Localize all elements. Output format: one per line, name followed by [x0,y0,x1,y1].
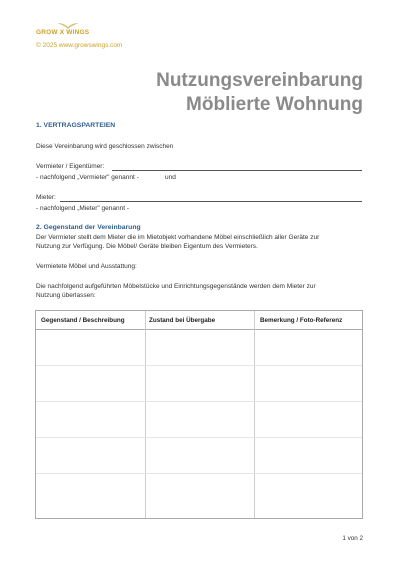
and-text: und [165,174,176,181]
table-header-condition: Zustand bei Übergabe [149,316,216,324]
section2-heading: 2. Gegenstand der Vereinbarung [36,224,141,231]
landlord-note: - nachfolgend „Vermieter" genannt - [36,174,139,181]
section1-heading: 1. VERTRAGSPARTEIEN [36,122,116,129]
table-row[interactable] [36,437,362,438]
brand-logo-text: GROW X WINGS [36,29,90,36]
section2-paragraph-line1: Der Vermieter stellt dem Mieter die im Mietobjekt vorhandene Möbel einschließlich aller Geräte zur [36,234,320,241]
page-number: 1 von 2 [342,535,363,542]
furniture-label: Vermietete Möbel und Ausstattung: [36,263,137,270]
table-header-item: Gegenstand / Beschreibung [41,316,125,324]
tenant-label: Mieter: [36,194,56,201]
section2-paragraph-line2: Nutzung zur Verfügung. Die Möbel/ Geräte bleiben Eigentum des Vermieters. [36,243,258,250]
tenant-note: - nachfolgend „Mieter" genannt - [36,205,129,212]
landlord-fill-line[interactable] [112,170,362,171]
landlord-label: Vermieter / Eigentümer: [36,163,105,170]
table-row[interactable] [36,473,362,474]
document-title-line1: Nutzungsvereinbarung [156,70,363,91]
tenant-fill-line[interactable] [60,201,362,202]
table-row[interactable] [36,365,362,366]
furniture-table [35,310,363,519]
copyright-text: © 2025 www.growswings.com [36,42,123,49]
section1-intro: Diese Vereinbarung wird geschlossen zwischen [36,143,174,150]
table-row[interactable] [36,401,362,402]
list-intro-line1: Die nachfolgend aufgeführten Möbelstücke und Einrichtungsgegenstände werden dem Mieter zur [36,283,316,290]
table-header-remark: Bemerkung / Foto-Referenz [260,316,343,324]
table-column-divider [145,311,146,518]
list-intro-line2: Nutzung überlassen: [36,292,96,299]
document-title-line2: Möblierte Wohnung [186,94,363,115]
table-column-divider [254,311,255,518]
